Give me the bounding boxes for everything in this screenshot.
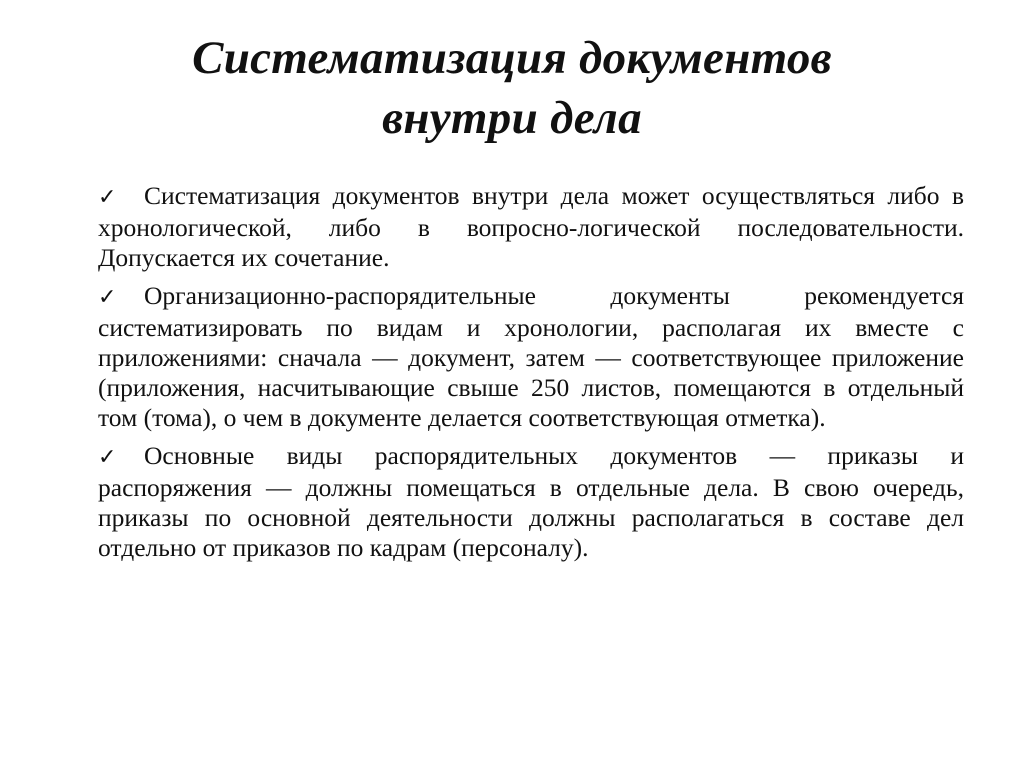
- check-mark-icon: ✓: [98, 185, 117, 210]
- check-mark-icon: ✓: [98, 285, 117, 310]
- bullet-list: [98, 181, 964, 571]
- bullet-item: [98, 441, 964, 563]
- bullet-item: [98, 281, 964, 433]
- bullet-text: Организационно-распорядительные документы рекомендуется систематизировать по видам и хронологии, располагая их вместе с приложениями: сначала — документ, затем — соответствующее приложение (приложения, насчитывающие свыше 250 листов, помещаются в отдельный том (тома), о чем в документе делается соответствующая отметка).: [98, 281, 964, 432]
- bullet-text: Систематизация документов внутри дела может осуществляться либо в хронологической, либо в вопросно-логической последовательности. Допускается их сочетание.: [98, 181, 964, 272]
- slide-title-line-1: Систематизация документов: [192, 32, 832, 84]
- slide-title-line-2: внутри дела: [382, 92, 642, 144]
- check-mark-icon: ✓: [98, 445, 117, 470]
- bullet-text: Основные виды распорядительных документов — приказы и распоряжения — должны помещаться в отдельные дела. В свою очередь, приказы по основной деятельности должны располагаться в составе дел отдельно от приказов по кадрам (персоналу).: [98, 441, 964, 562]
- slide-title: [60, 28, 964, 148]
- bullet-item: [98, 181, 964, 273]
